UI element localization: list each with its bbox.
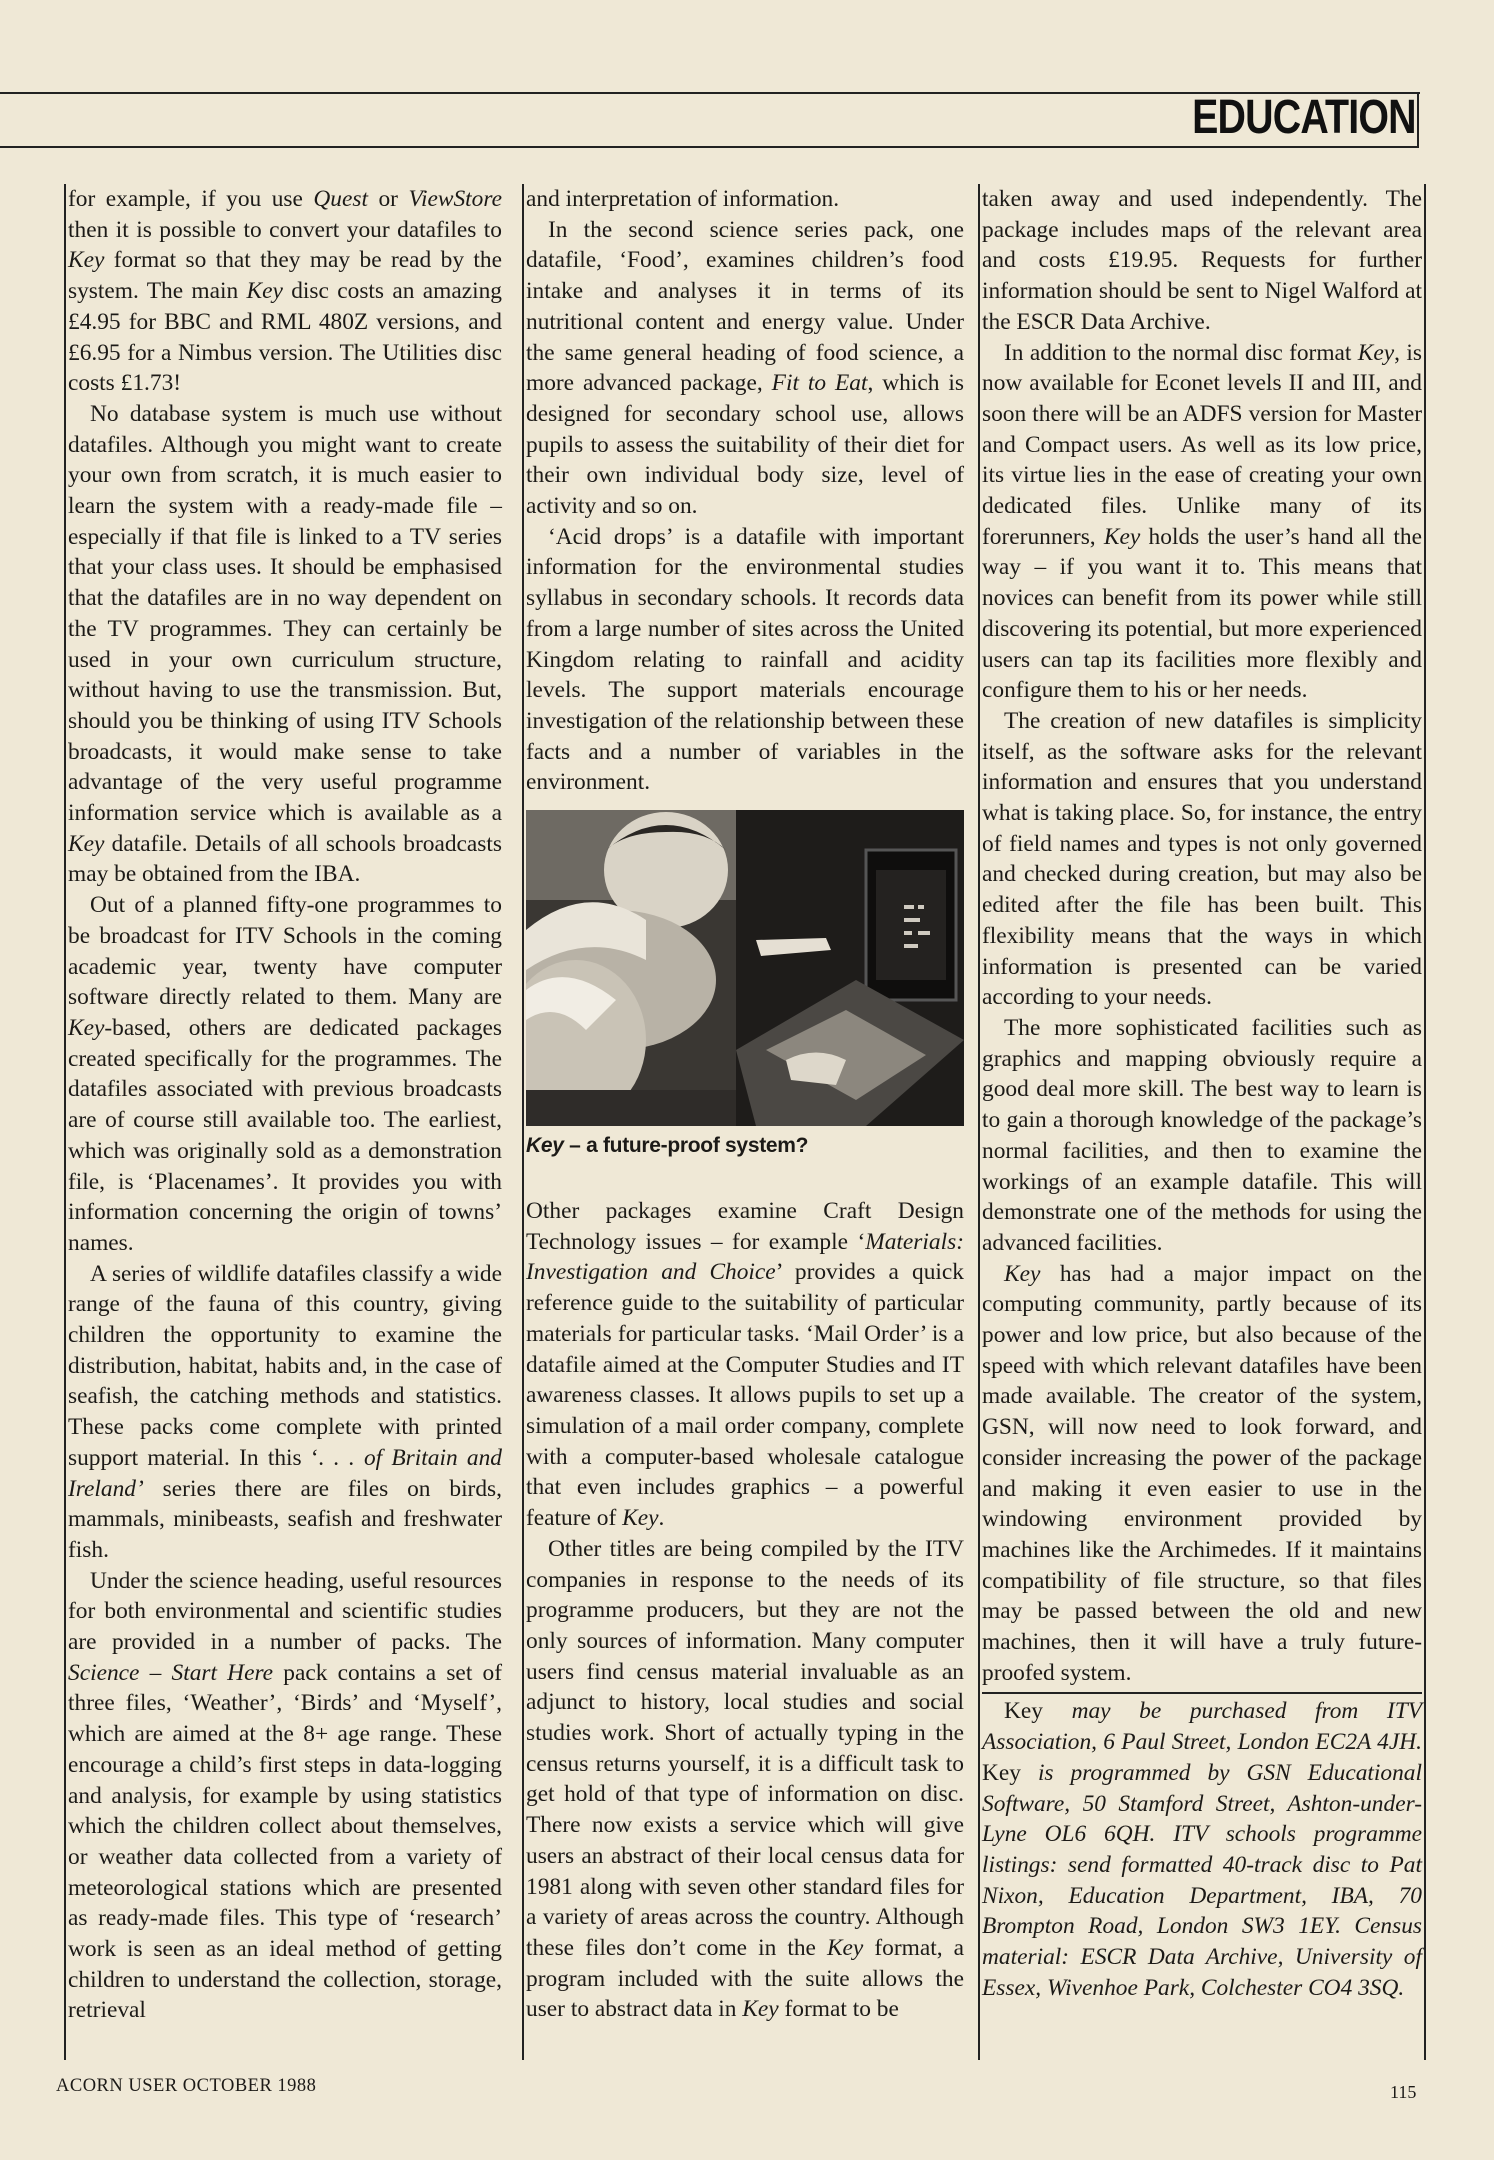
caption-text: – a future-proof system?: [563, 1134, 809, 1158]
header-rule: [0, 146, 1418, 148]
paragraph: Other titles are being compiled by the ITV companies in response to the needs of its programme producers, but they are not the only sources of information. Many computer users find census material invaluable as an adjunct to history, local studies and social studies work. Short of actually typing in the census returns yourself, it is a difficult task to get hold of that type of information on disc. There now exists a service which will give users an abstract of their local census data for 1981 along with seven other standard files for a variety of areas across the country. Although these files don’t come in the Key format, a program included with the suite allows the user to abstract data in Key format to be: [526, 1535, 964, 2023]
paragraph: The more sophisticated facilities such as graphics and mapping obviously require a good deal more skill. The best way to learn is to gain a thorough knowledge of the package’s normal facilities, and then to examine the workings of an example datafile. This will demonstrate one of the methods for using the advanced facilities.: [982, 1014, 1422, 1256]
classroom-photo: [526, 810, 964, 1126]
paragraph: No database system is much use without datafiles. Although you might want to create your own from scratch, it is much easier to learn the system with a ready-made file – especially if that file is linked to a TV series that your class uses. It should be emphasised that the datafiles are in no way dependent on the TV programmes. They can certainly be used in your own curriculum structure, without having to use the transmission. But, should you be thinking of using ITV Schools broadcasts, it would make sense to take advantage of the very useful programme information service which is available as a Key datafile. Details of all schools broadcasts may be obtained from the IBA.: [68, 400, 502, 888]
paragraph: The creation of new datafiles is simplicity itself, as the software asks for the relevant information and ensures that you understand what is taking place. So, for instance, the entry of field names and types is not only governed and checked during creation, but may also be edited after the file has been built. This flexibility means that the ways in which information is presented can be varied according to your needs.: [982, 707, 1422, 1011]
paragraph: taken away and used independently. The package includes maps of the relevant area and costs £19.95. Requests for further information should be sent to Nigel Walford at the ESCR Data Archive.: [982, 186, 1422, 335]
article-column-1: [64, 184, 502, 2060]
paragraph: and interpretation of information.: [526, 186, 840, 212]
paragraph: Under the science heading, useful resources for both environmental and scientific studies are provided in a number of packs. The Science – Start Here pack contains a set of three files, ‘Weather’, ‘Birds’ and ‘Myself’, which are aimed at the 8+ age range. These encourage a child’s first steps in data-logging and analysis, for example by using statistics which the children collect about themselves, or weather data collected from a variety of meteorological stations which are presented as ready-made files. This type of ‘research’ work is seen as an ideal method of getting children to understand the collection, storage, retrieval: [68, 1567, 502, 2024]
paragraph: ‘Acid drops’ is a datafile with important information for the environmental studies syllabus in secondary schools. It records data from a large number of sites across the United Kingdom relating to rainfall and acidity levels. The support materials encourage investigation of the relationship between these facts and a number of variables in the environment.: [526, 523, 964, 796]
page-number: 115: [1390, 2082, 1417, 2102]
column-3-text: [982, 184, 1422, 1688]
paragraph: In the second science series pack, one datafile, ‘Food’, examines children’s food intake and analyses it in terms of its nutritional content and energy value. Under the same general heading of food science, a more advanced package, Fit to Eat, which is designed for secondary school use, allows pupils to assess the suitability of their diet for their own individual body size, level of activity and so on.: [526, 216, 964, 520]
footer-magazine: ACORN USER OCTOBER 1988: [56, 2076, 317, 2096]
article-column-3: [978, 184, 1426, 2060]
paragraph: Out of a planned fifty-one programmes to be broadcast for ITV Schools in the coming academic year, twenty have computer software directly related to them. Many are Key-based, others are dedicated packages created specifically for the programmes. The datafiles associated with previous broadcasts are of course still available too. The earliest, which was originally sold as a demonstration file, is ‘Placenames’. It provides you with information concerning the origin of towns’ names.: [68, 892, 502, 1256]
paragraph: A series of wildlife datafiles classify a wide range of the fauna of this country, giving children the opportunity to examine the distribution, habitat, habits and, in the case of seafish, the catching methods and statistics. These packs come complete with printed support material. In this ‘. . . of Britain and Ireland’ series there are files on birds, mammals, minibeasts, seafish and freshwater fish.: [68, 1260, 502, 1563]
info-box-text: Key may be purchased from ITV Association, 6 Paul Street, London EC2A 4JH. Key is programmed by GSN Educational Software, 50 Stamford Street, Ashton-under-Lyne OL6 6QH. ITV schools programme listings: send formatted 40-track disc to Pat Nixon, Education Department, IBA, 70 Brompton Road, London SW3 1EY. Census material: ESCR Data Archive, University of Essex, Wivenhoe Park, Colchester CO4 3SQ.: [982, 1698, 1422, 2001]
column-2-top-text: [526, 184, 964, 798]
paragraph: In addition to the normal disc format Key, is now available for Econet levels II and III, and soon there will be an ADFS version for Master and Compact users. As well as its low price, its virtue lies in the ease of creating your own dedicated files. Unlike many of its forerunners, Key holds the user’s hand all the way – if you want it to. This means that novices can benefit from its power while still discovering its potential, but more experienced users can tap its facilities more flexibly and configure them to his or her needs.: [982, 339, 1422, 704]
header-rule-vertical: [1417, 92, 1419, 148]
photo-illustration: [526, 810, 964, 1126]
info-box: [982, 1692, 1422, 2003]
paragraph: Other packages examine Craft Design Technology issues – for example ‘Materials: Investigation and Choice’ provides a quick reference guide to the suitability of particular materials for particular tasks. ‘Mail Order’ is a datafile aimed at the Computer Studies and IT awareness classes. It allows pupils to set up a simulation of a mail order company, complete with a computer-based wholesale catalogue that even includes graphics – a powerful feature of Key.: [526, 1198, 964, 1532]
section-heading: EDUCATION: [1192, 91, 1416, 144]
article-column-2: [522, 184, 964, 2060]
column-2-bottom-text: [526, 1196, 964, 2025]
photo-caption: [526, 1132, 964, 1160]
caption-key: Key: [526, 1134, 564, 1158]
paragraph: Key has had a major impact on the computing community, partly because of its power and low price, but also because of the speed with which relevant datafiles have been made available. The creator of the system, GSN, will now need to look forward, and consider increasing the power of the package and making it even easier to use in the windowing environment provided by machines like the Archimedes. If it maintains compatibility of file structure, so that files may be passed between the old and new machines, then it will have a truly future-proofed system.: [982, 1260, 1422, 1686]
paragraph: for example, if you use Quest or ViewStore then it is possible to convert your datafiles to Key format so that they may be read by the system. The main Key disc costs an amazing £4.95 for BBC and RML 480Z versions, and £6.95 for a Nimbus version. The Utilities disc costs £1.73!: [68, 186, 502, 397]
